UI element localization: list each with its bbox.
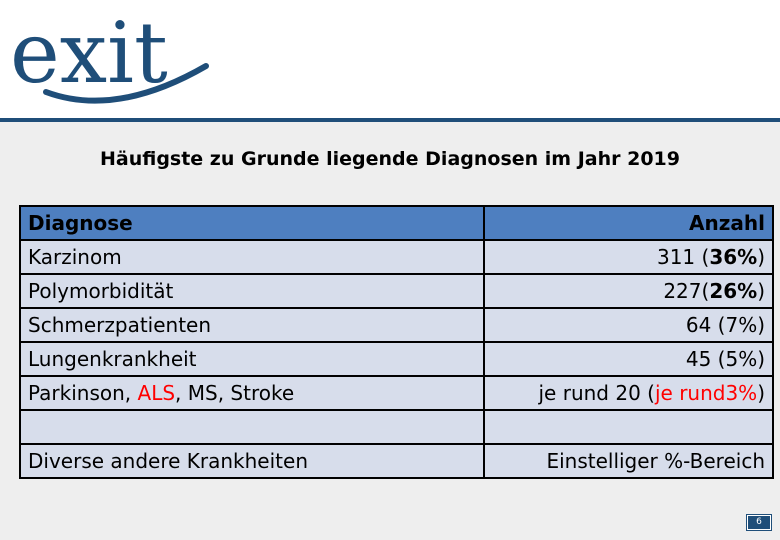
cell-diagnose: Lungenkrankheit <box>20 342 484 376</box>
cell-anzahl: 64 (7%) <box>484 308 773 342</box>
logo-text: exit <box>10 4 168 102</box>
table-header-row <box>20 206 773 240</box>
cell-anzahl: 45 (5%) <box>484 342 773 376</box>
cell-empty <box>20 410 484 444</box>
page-number: 6 <box>747 515 771 530</box>
diagnoses-table <box>19 205 774 479</box>
anzahl-part: ) <box>757 381 765 405</box>
slide-title: Häufigste zu Grunde liegende Diagnosen im Jahr 2019 <box>99 148 680 170</box>
cell-diagnose: Karzinom <box>20 240 484 274</box>
table-row <box>20 240 773 274</box>
diagnose-part: Parkinson, <box>28 381 138 405</box>
header-area <box>0 0 780 118</box>
cell-anzahl: Einstelliger %-Bereich <box>484 444 773 478</box>
header-diagnose: Diagnose <box>20 206 484 240</box>
percent-text: 26% <box>709 279 758 303</box>
cell-diagnose: Polymorbidität <box>20 274 484 308</box>
cell-anzahl <box>484 376 773 410</box>
header-anzahl: Anzahl <box>484 206 773 240</box>
table-row <box>20 342 773 376</box>
cell-diagnose: Diverse andere Krankheiten <box>20 444 484 478</box>
close-paren: ) <box>757 245 765 269</box>
table-row-empty <box>20 410 773 444</box>
percent-text: 36% <box>709 245 758 269</box>
diagnose-als: ALS <box>137 381 176 405</box>
count-text: 227( <box>663 279 710 303</box>
cell-anzahl <box>484 240 773 274</box>
cell-diagnose <box>20 376 484 410</box>
table-row <box>20 274 773 308</box>
cell-diagnose: Schmerzpatienten <box>20 308 484 342</box>
anzahl-red: je rund3% <box>654 381 758 405</box>
exit-logo <box>6 0 216 110</box>
anzahl-part: je rund 20 ( <box>538 381 655 405</box>
cell-anzahl <box>484 274 773 308</box>
table-row <box>20 308 773 342</box>
diagnose-part: , MS, Stroke <box>175 381 295 405</box>
table-row <box>20 376 773 410</box>
cell-empty <box>484 410 773 444</box>
count-text: 311 ( <box>656 245 710 269</box>
table-row <box>20 444 773 478</box>
close-paren: ) <box>757 279 765 303</box>
